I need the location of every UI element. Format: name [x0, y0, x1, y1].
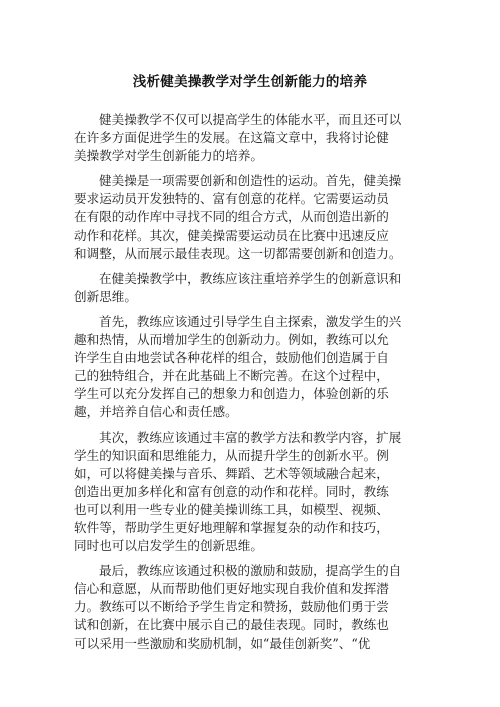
text-line: 可以采用一些激励和奖励机制，如“最佳创新奖”、“优	[74, 635, 371, 651]
text-line: 学生可以充分发挥自己的想象力和创造力，体验创新的乐	[74, 386, 389, 402]
text-line: 趣，并培养自信心和责任感。	[74, 404, 238, 420]
paragraph-3	[74, 270, 436, 306]
text-line: 动作和花样。其次，健美操需要运动员在比赛中迅速反应	[74, 227, 389, 243]
document-title: 浅析健美操教学对学生创新能力的培养	[132, 74, 368, 90]
text-line: 要求运动员开发独特的、富有创意的花样。它需要运动员	[74, 191, 389, 207]
text-line: 力。教练可以不断给予学生肯定和赞扬，鼓励他们勇于尝	[74, 599, 389, 615]
text-line: 许学生自由地尝试各种花样的组合，鼓励他们创造属于自	[74, 350, 389, 366]
text-line: 美操教学对学生创新能力的培养。	[74, 148, 263, 164]
text-line: 首先，教练应该通过引导学生自主探索，激发学生的兴	[99, 313, 402, 329]
text-line: 创造出更加多样化和富有创意的动作和花样。同时，教练	[74, 483, 389, 499]
text-line: 其次，教练应该通过丰富的教学方法和教学内容，扩展	[99, 429, 402, 445]
text-line: 健美操是一项需要创新和创造性的运动。首先，健美操	[99, 173, 402, 189]
text-line: 试和创新，在比赛中展示自己的最佳表现。同时，教练也	[74, 617, 389, 633]
text-line: 信心和意愿，从而帮助他们更好地实现自我价值和发挥潜	[74, 581, 389, 597]
text-line: 如，可以将健美操与音乐、舞蹈、艺术等领域融合起来，	[74, 465, 389, 481]
paragraph-1	[74, 111, 436, 165]
text-line: 在许多方面促进学生的发展。在这篇文章中，我将讨论健	[74, 130, 389, 146]
text-line: 在有限的动作库中寻找不同的组合方式，从而创造出新的	[74, 209, 389, 225]
text-line: 创新思维。	[74, 288, 137, 304]
paragraph-2	[74, 172, 436, 262]
text-line: 健美操教学不仅可以提高学生的体能水平，而且还可以	[99, 112, 402, 127]
text-line: 最后，教练应该通过积极的激励和鼓励，提高学生的自	[99, 563, 402, 579]
text-line: 己的独特组合，并在此基础上不断完善。在这个过程中，	[74, 368, 389, 384]
text-line: 趣和热情，从而增加学生的创新动力。例如，教练可以允	[74, 332, 389, 348]
paragraph-6	[74, 562, 436, 652]
text-line: 软件等，帮助学生更好地理解和掌握复杂的动作和技巧，	[74, 519, 389, 535]
text-line: 也可以利用一些专业的健美操训练工具，如模型、视频、	[74, 501, 389, 517]
paragraph-5	[74, 429, 436, 556]
text-line: 同时也可以启发学生的创新思维。	[74, 538, 263, 554]
document-body	[74, 111, 436, 660]
text-line: 和调整，从而展示最佳表现。这一切都需要创新和创造力。	[74, 245, 402, 261]
text-line: 在健美操教学中，教练应该注重培养学生的创新意识和	[99, 270, 402, 286]
text-line: 学生的知识面和思维能力，从而提升学生的创新水平。例	[74, 447, 389, 463]
paragraph-4	[74, 313, 436, 422]
